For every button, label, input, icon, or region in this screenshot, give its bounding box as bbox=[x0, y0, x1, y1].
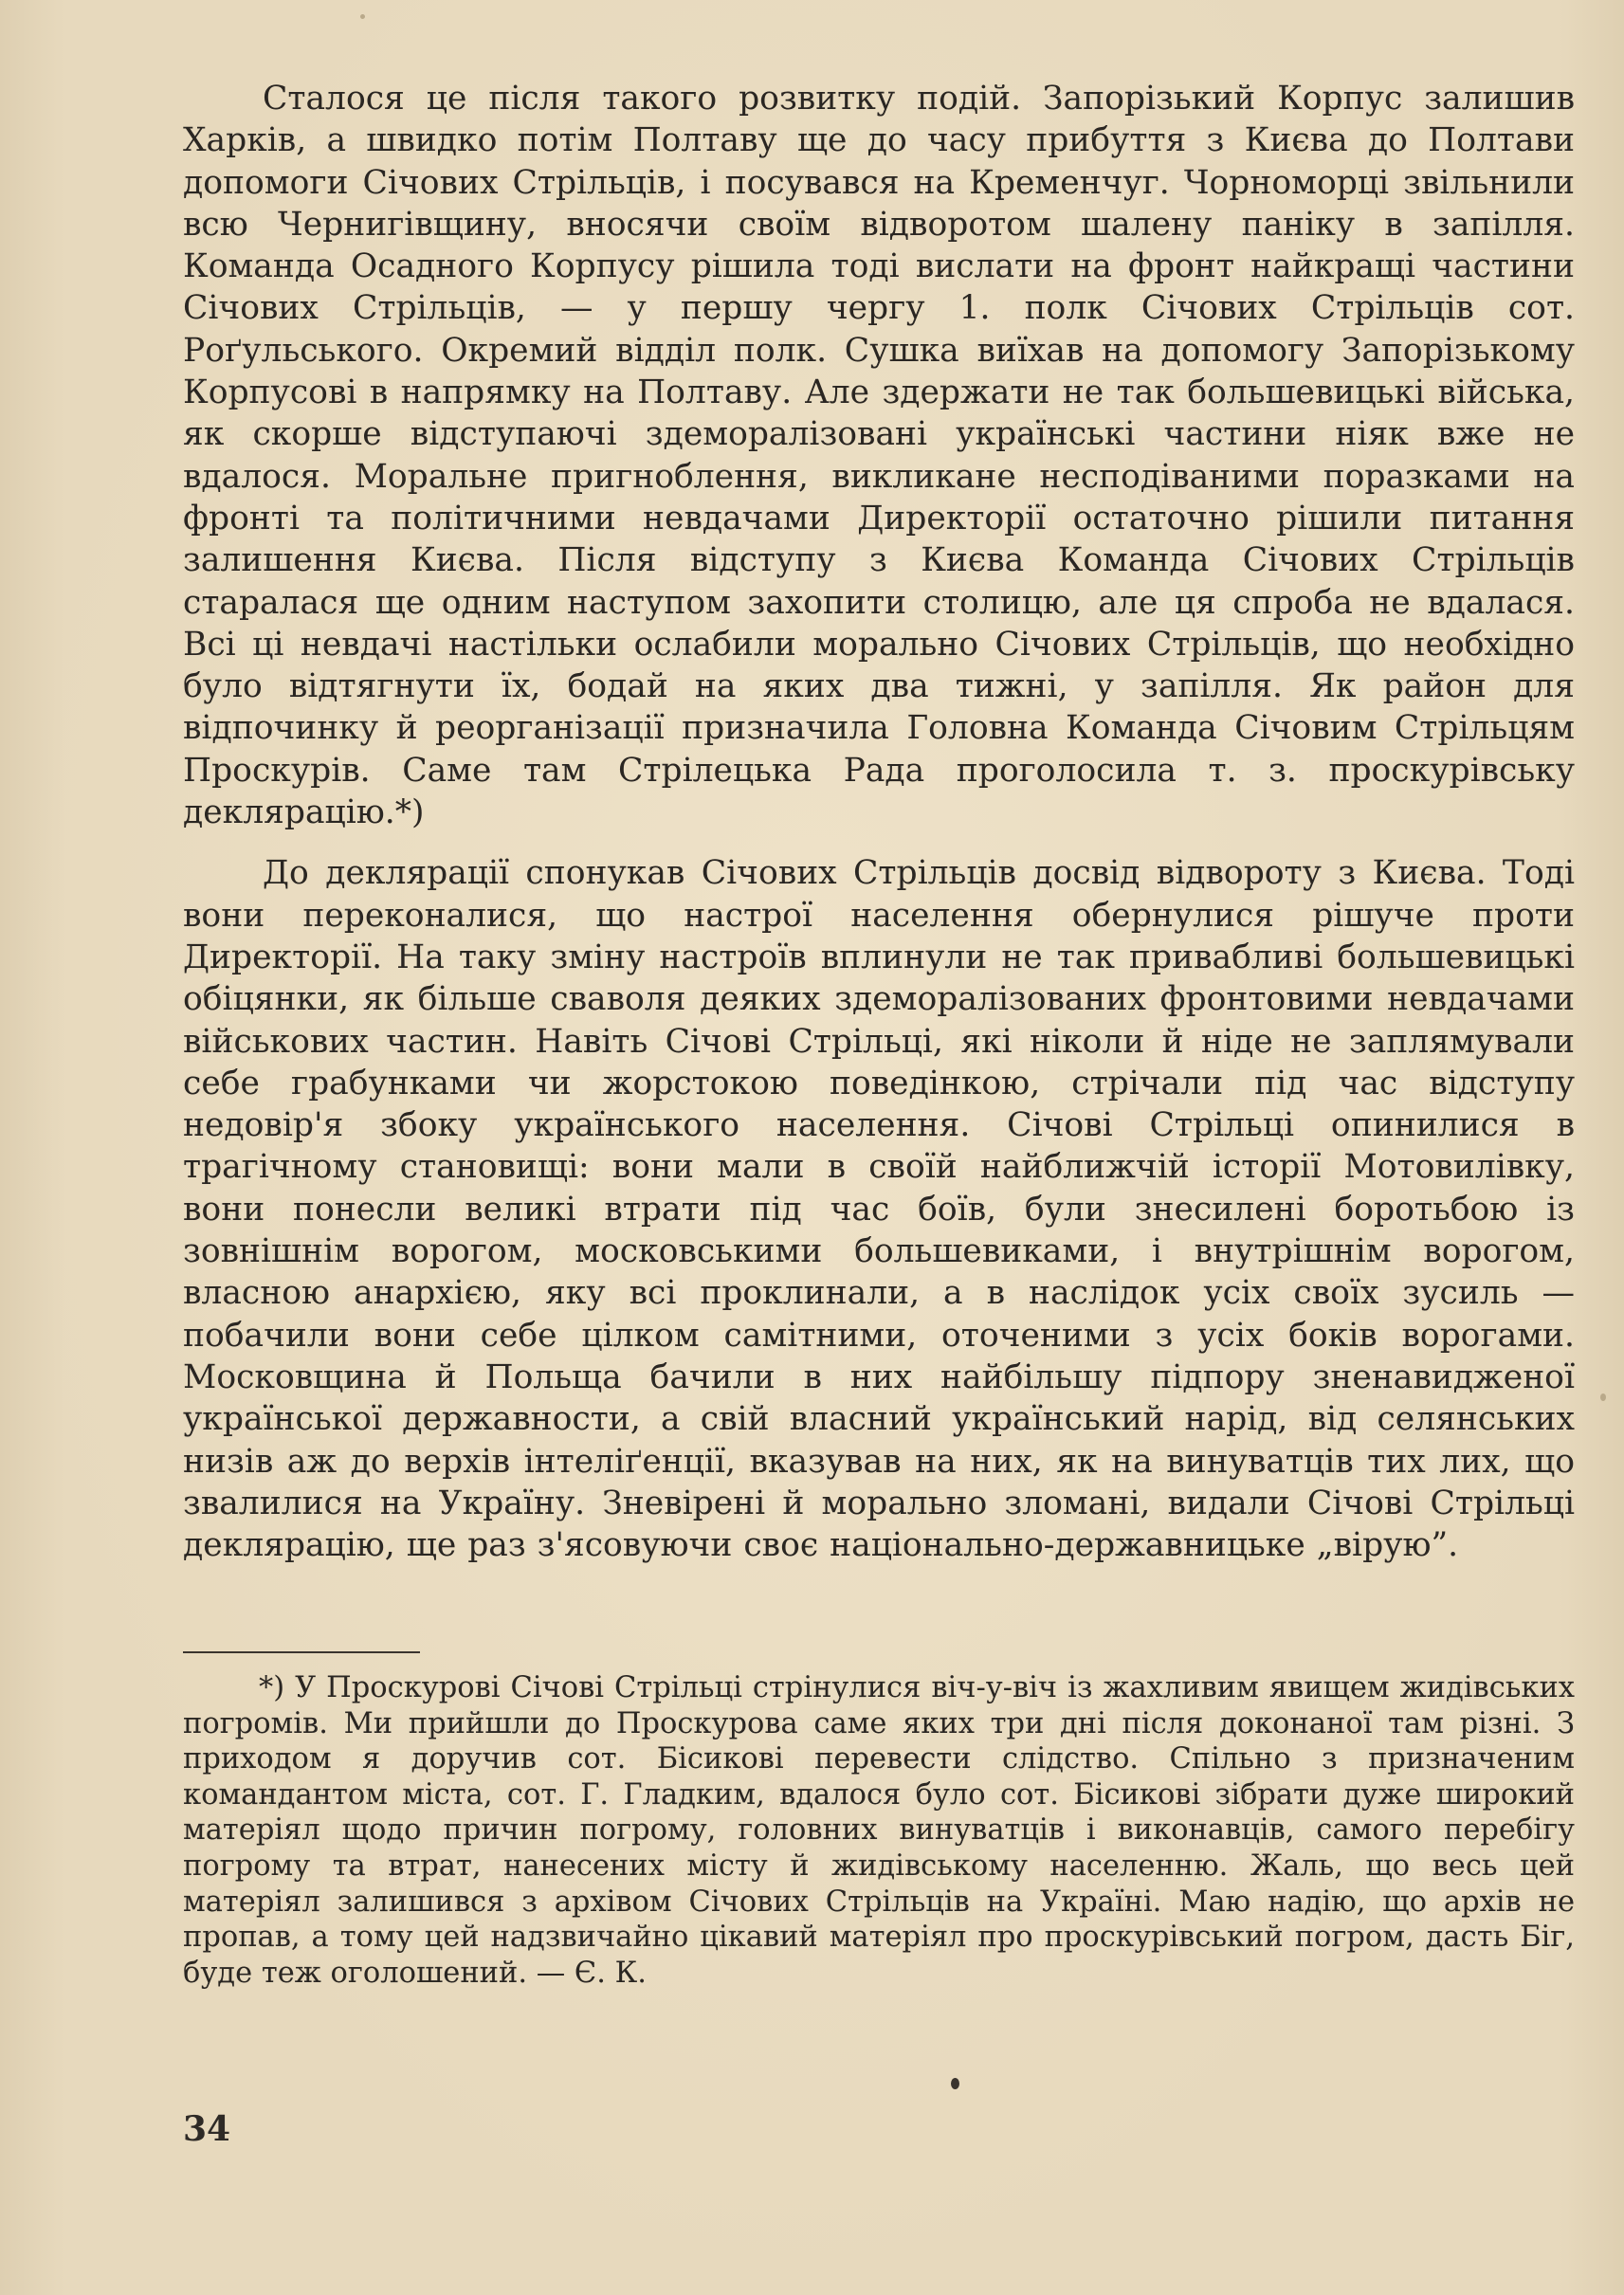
paragraph-2: До декляpації спонукав Січових Стрільців досвід відвороту з Києва. Тоді вони переконалися, що настрої населення обернулися рішуче проти Директорії. На таку зміну настроїв вплинули не так привабливі большевицькі обіцянки, як більше сваволя деяких здеморалізованих фронтовими невдачами військових частин. Навіть Січові Стрільці, які ніколи й ніде не заплямували себе грабунками чи жорстокою поведінкою, стрічали під час відступу недовір'я збоку українського населення. Січові Стрільці опинилися в трагічному становищі: вони мали в своїй найближчій історії Мотовилівку, вони понесли великі втрати під час боїв, були знесилені боротьбою із зовнішнім ворогом, московськими большевиками, і внутрішнім ворогом, власною анархією, яку всі проклинали, а в наслідок усіх своїх зусиль — побачили вони себе цілком самітними, оточеними з усіх боків ворогами. Московщина й Польща бачили в них найбільшу підпору зненавидженої української державности, а свій власний український нарід, від селянських низів аж до верхів інтеліґенції, вказував на них, як на винуватців тих лих, що звалилися на Україну. Зневірені й морально зломані, видали Січові Стрільці декляpацію, ще раз з'ясовуючи своє національно-державницьке „вірую”. bbox=[183, 854, 1575, 1565]
paper-speck bbox=[360, 14, 365, 19]
paragraph-1: Сталося це після такого розвитку подій. Запорізький Корпус залишив Харків, а швидко потім Полтаву ще до часу прибуття з Києва до Полтави допомоги Січових Стрільців, і посувався на Кременчуг. Чорноморці звільнили всю Чернигівщину, вносячи своїм відворотом шалену паніку в запілля. Команда Осадного Корпусу рішила тоді вислати на фронт найкращі частини Січових Стрільців, — у першу чергу 1. полк Січових Стрільців сот. Роґульського. Окремий відділ полк. Сушка виїхав на допомогу Запорізькому Корпусові в напрямку на Полтаву. Але здержати не так большевицькі війська, як скорше відступаючі здеморалізовані українські частини ніяк вже не вдалося. Моральне пригноблення, викликане несподіваними поразками на фронті та політичними невдачами Директорії остаточно рішили питання залишення Києва. Після відступу з Києва Команда Січових Стрільців старалася ще одним наступом захопити столицю, але ця спроба не вдалася. Всі ці невдачі настільки ослабили морально Січових Стрільців, що необхідно було відтягнути їх, бодай на яких два тижні, у запілля. Як район для відпочинку й реорганізації призначила Головна Команда Січовим Стрільцям Проскурів. Саме там Стрілецька Рада проголосила т. з. проскурівську декляpацію.*) bbox=[183, 80, 1575, 832]
main-text bbox=[183, 78, 1575, 1566]
page-number: 34 bbox=[183, 2109, 231, 2149]
paper-speck bbox=[1600, 1393, 1606, 1401]
footnote: *) У Проскурові Січові Стрільці стрінулися віч-у-віч із жахливим явищем жидівських погромів. Ми прийшли до Проскурова саме яких три дні після доконаної там різні. З приходом я доручив сот. Бісикові перевести слідство. Спільно з призначеним командантом міста, сот. Г. Гладким, вдалося було сот. Бісикові зібрати дуже широкий матеріял щодо причин погрому, головних винуватців і виконавців, самого перебігу погрому та втрат, нанесених місту й жидівському населенню. Жаль, що весь цей матеріял залишився з архівом Січових Стрільців на Україні. Маю надію, що архів не пропав, а тому цей надзвичайно цікавий матеріял про проскурівський погром, дасть Біг, буде теж оголошений. — Є. К. bbox=[183, 1671, 1575, 1990]
footnote-divider bbox=[183, 1651, 420, 1653]
ink-speck bbox=[951, 2078, 959, 2089]
